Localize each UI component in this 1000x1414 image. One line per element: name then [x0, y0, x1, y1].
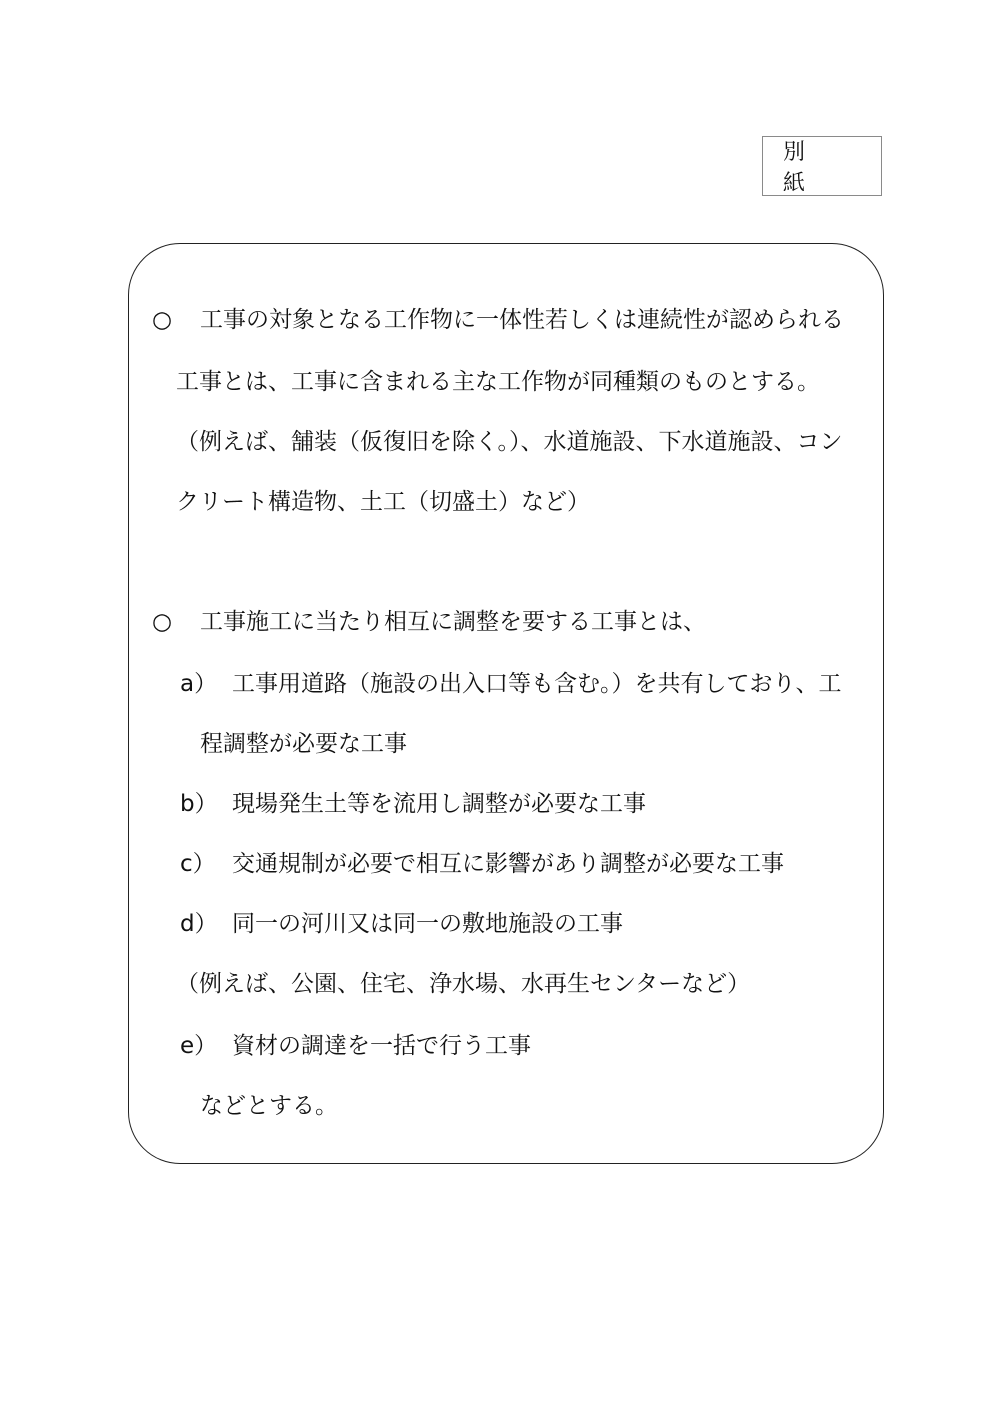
- section2-closing: などとする。: [200, 1093, 338, 1119]
- item-e-text: 資材の調達を一括で行う工事: [232, 1033, 531, 1059]
- section1-line-4: クリート構造物、土工（切盛土）など）: [176, 489, 590, 515]
- section1-bullet: ○: [152, 307, 173, 333]
- item-c-text: 交通規制が必要で相互に影響があり調整が必要な工事: [232, 851, 784, 877]
- item-a-continuation: 程調整が必要な工事: [200, 731, 407, 757]
- item-b-text: 現場発生土等を流用し調整が必要な工事: [232, 791, 646, 817]
- item-b-marker: b）: [180, 791, 218, 817]
- section2-intro: 工事施工に当たり相互に調整を要する工事とは、: [200, 609, 706, 635]
- item-a-text: 工事用道路（施設の出入口等も含む。）を共有しており、工: [232, 671, 842, 697]
- item-e-marker: e）: [180, 1033, 218, 1059]
- attachment-label: 別 紙: [762, 136, 882, 196]
- item-d-text: 同一の河川又は同一の敷地施設の工事: [232, 911, 623, 937]
- section2-bullet: ○: [152, 609, 173, 635]
- section1-line-1: 工事の対象となる工作物に一体性若しくは連続性が認められる: [200, 307, 844, 333]
- section1-line-3: （例えば、舗装（仮復旧を除く。）、水道施設、下水道施設、コン: [176, 429, 843, 455]
- item-a-marker: a）: [180, 671, 218, 697]
- section1-line-2: 工事とは、工事に含まれる主な工作物が同種類のものとする。: [176, 369, 820, 395]
- item-d-marker: d）: [180, 911, 218, 937]
- item-c-marker: c）: [180, 851, 216, 877]
- item-d-note: （例えば、公園、住宅、浄水場、水再生センターなど）: [176, 971, 751, 997]
